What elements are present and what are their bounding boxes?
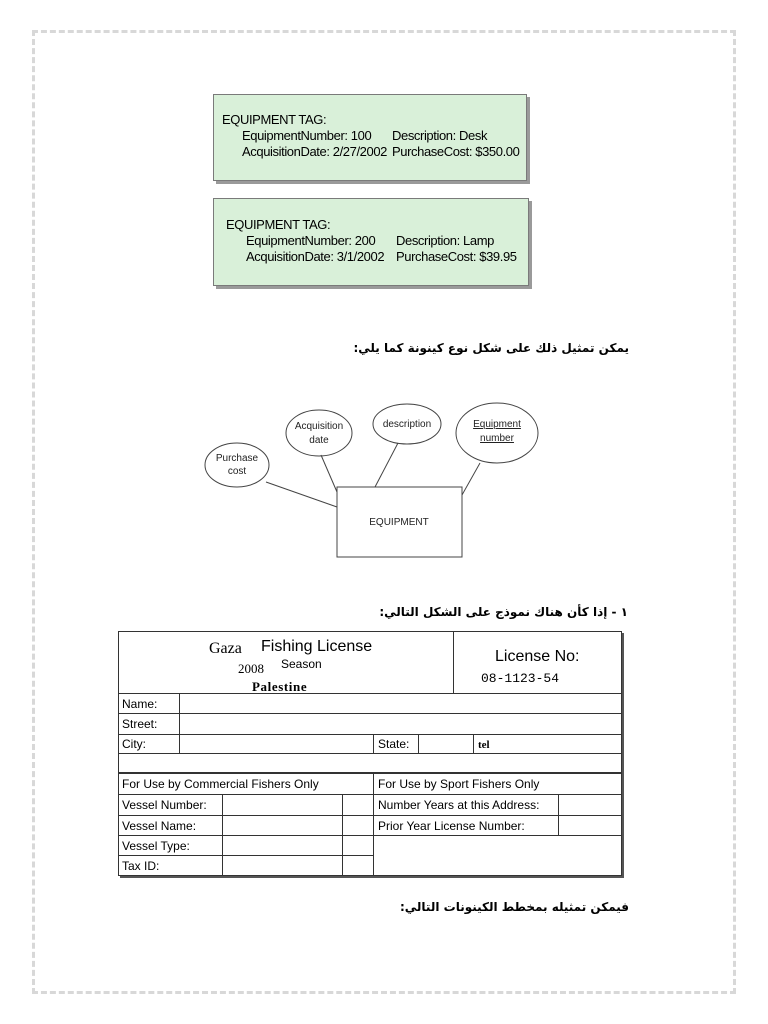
tag-title: EQUIPMENT TAG: xyxy=(222,112,327,127)
prior-license-label: Prior Year License Number: xyxy=(378,819,525,833)
tag-purchase-cost: PurchaseCost: $350.00 xyxy=(392,144,520,159)
license-number: 08-1123-54 xyxy=(481,671,560,686)
attr-purchase-cost xyxy=(205,443,269,487)
tag-description: Description: Lamp xyxy=(396,233,494,248)
street-label: Street: xyxy=(122,717,158,731)
form-country: Palestine xyxy=(252,679,308,694)
connector-description xyxy=(375,443,398,487)
vessel-name-label: Vessel Name: xyxy=(122,819,197,833)
form-intro-text: ١ - إذا كأن هناك نموذج على الشكل التالي: xyxy=(379,605,628,619)
tag-equipment-number: EquipmentNumber: 100 xyxy=(242,128,372,143)
attr-purchase-cost-label: cost xyxy=(227,466,247,477)
tel-label: tel xyxy=(478,739,490,751)
license-label: License No: xyxy=(495,648,580,665)
sport-header: For Use by Sport Fishers Only xyxy=(378,777,540,791)
tag-description: Description: Desk xyxy=(392,128,488,143)
attr-acquisition-date-label: Acquisition xyxy=(294,421,344,432)
form-gaza: Gaza xyxy=(209,640,242,657)
name-label: Name: xyxy=(122,697,158,711)
tag-acquisition-date: AcquisitionDate: 2/27/2002 xyxy=(242,144,387,159)
tag-equipment-number: EquipmentNumber: 200 xyxy=(246,233,376,248)
connector-equipment-number xyxy=(462,463,480,495)
attr-equipment-number-label: Equipment xyxy=(473,419,521,430)
entity-equipment-label: EQUIPMENT xyxy=(369,517,429,528)
attr-acquisition-date-label: date xyxy=(309,435,329,446)
tag-purchase-cost: PurchaseCost: $39.95 xyxy=(396,249,517,264)
attr-equipment-number-label: number xyxy=(480,433,514,444)
connector-purchase-cost xyxy=(266,482,337,507)
commercial-header: For Use by Commercial Fishers Only xyxy=(122,777,319,791)
tag-title: EQUIPMENT TAG: xyxy=(226,217,331,232)
form-year: 2008 xyxy=(238,661,264,676)
form-season: Season xyxy=(281,657,322,671)
tag-acquisition-date: AcquisitionDate: 3/1/2002 xyxy=(246,249,385,264)
entity-intro-text: يمكن تمثيل ذلك على شكل نوع كينونة كما يلي: xyxy=(353,341,629,355)
attr-purchase-cost-label: Purchase xyxy=(215,453,259,464)
connector-acquisition-date xyxy=(321,455,337,492)
form-title: Fishing License xyxy=(261,638,373,655)
vessel-type-label: Vessel Type: xyxy=(122,839,190,853)
tax-id-label: Tax ID: xyxy=(122,859,160,873)
city-label: City: xyxy=(122,737,146,751)
state-label: State: xyxy=(378,737,410,751)
schema-intro-text: فيمكن تمثيله بمخطط الكينونات التالي: xyxy=(399,900,629,914)
attr-acquisition-date xyxy=(286,410,352,456)
attr-description-label: description xyxy=(382,419,432,430)
fishing-license-form xyxy=(118,631,622,876)
years-address-label: Number Years at this Address: xyxy=(378,798,540,812)
vessel-number-label: Vessel Number: xyxy=(122,798,207,812)
